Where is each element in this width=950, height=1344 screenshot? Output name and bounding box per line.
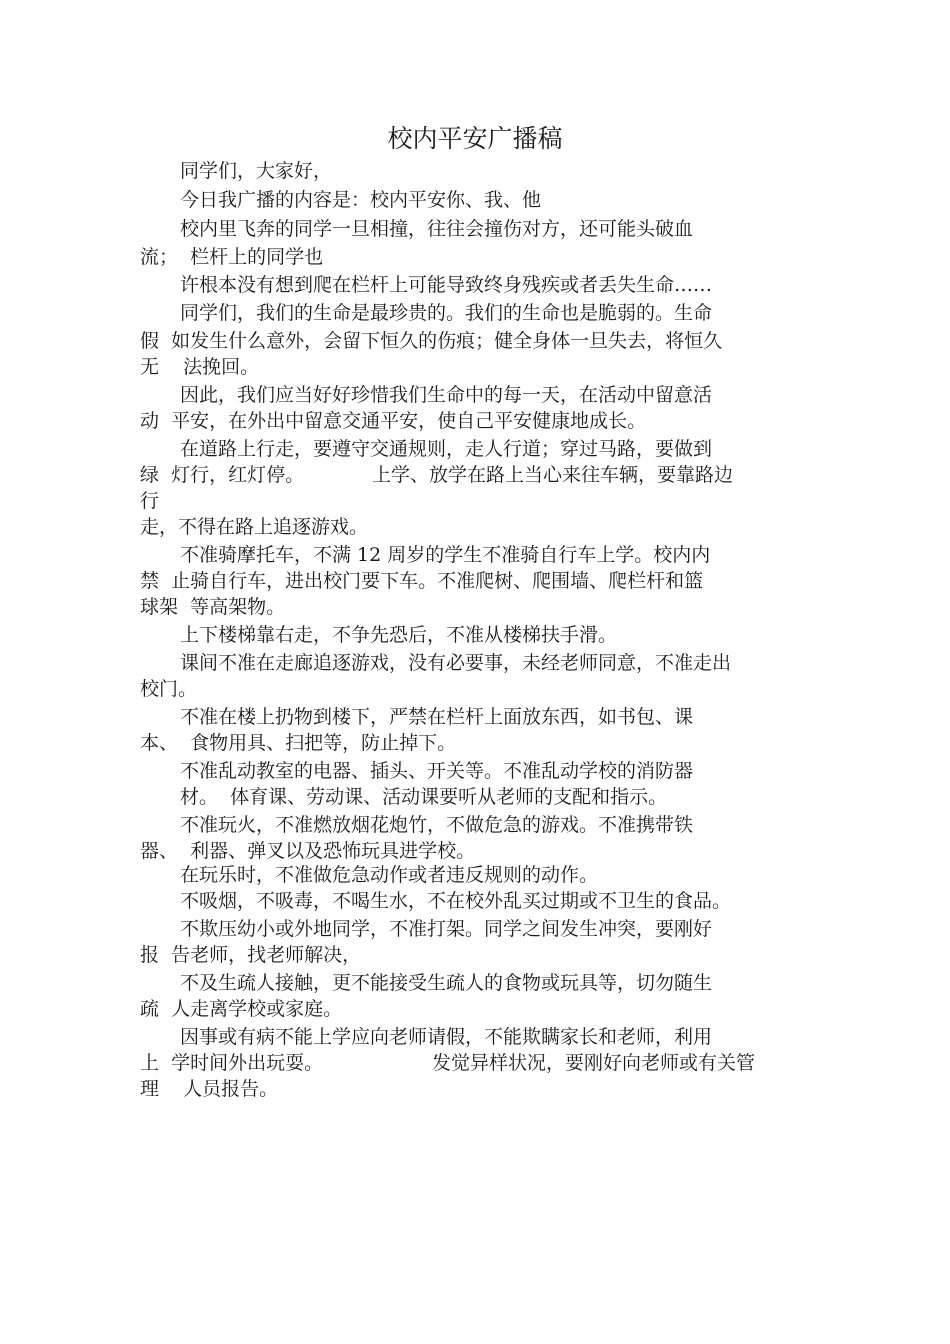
body-line: 在道路上行走，要遵守交通规则，走人行道；穿过马路，要做到 — [180, 438, 713, 460]
body-line: 禁 止骑自行车，进出校门要下车。不准爬树、爬围墙、爬栏杆和篮 — [140, 570, 704, 592]
body-line: 流； 栏杆上的同学也 — [140, 246, 324, 268]
body-line: 在玩乐时，不准做危急动作或者违反规则的动作。 — [180, 864, 599, 886]
body-line: 报 告老师，找老师解决， — [140, 944, 362, 966]
body-line: 不准乱动教室的电器、插头、开关等。不准乱动学校的消防器 — [180, 760, 694, 782]
body-line: 走，不得在路上追逐游戏。 — [140, 516, 369, 538]
body-line: 动 平安，在外出中留意交通平安，使自己平安健康地成长。 — [140, 410, 647, 432]
document-title: 校内平安广播稿 — [387, 124, 563, 153]
body-line: 本、 食物用具、扫把等，防止掉下。 — [140, 732, 457, 754]
body-line: 绿 灯行，红灯停。 — [140, 464, 305, 486]
body-line: 校门。 — [140, 678, 198, 700]
body-line: 不吸烟，不吸毒，不喝生水，不在校外乱买过期或不卫生的食品。 — [180, 890, 732, 912]
body-line: 疏 人走离学校或家庭。 — [140, 998, 343, 1020]
body-line: 行 — [140, 490, 160, 512]
body-line: 因事或有病不能上学应向老师请假，不能欺瞒家长和老师，利用 — [180, 1026, 713, 1048]
body-line: 上学、放学在路上当心来往车辆，要靠路边 — [372, 464, 734, 486]
body-line: 许根本没有想到爬在栏杆上可能导致终身残疾或者丢失生命…… — [180, 274, 713, 296]
body-line: 不准玩火，不准燃放烟花炮竹，不做危急的游戏。不准携带铁 — [180, 814, 694, 836]
body-line: 同学们，我们的生命是最珍贵的。我们的生命也是脆弱的。生命 — [180, 302, 713, 324]
body-line: 发觉异样状况，要刚好向老师或有关管 — [432, 1052, 756, 1074]
body-line: 同学们，大家好， — [180, 160, 333, 182]
body-line: 课间不准在走廊追逐游戏，没有必要事，未经老师同意，不准走出 — [180, 652, 732, 674]
body-line: 不准骑摩托车，不满 12 周岁的学生不准骑自行车上学。校内内 — [180, 544, 711, 566]
body-line: 理 人员报告。 — [140, 1078, 279, 1100]
body-line: 因此，我们应当好好珍惜我们生命中的每一天，在活动中留意活 — [180, 384, 713, 406]
body-line: 不欺压幼小或外地同学，不准打架。同学之间发生冲突，要刚好 — [180, 918, 713, 940]
body-line: 不及生疏人接触，更不能接受生疏人的食物或玩具等，切勿随生 — [180, 972, 713, 994]
body-line: 上下楼梯靠右走，不争先恐后，不准从楼梯扶手滑。 — [180, 624, 618, 646]
body-line: 校内里飞奔的同学一旦相撞，往往会撞伤对方，还可能头破血 — [180, 218, 694, 240]
body-line: 不准在楼上扔物到楼下，严禁在栏杆上面放东西，如书包、课 — [180, 706, 694, 728]
body-line: 器、 利器、弹叉以及恐怖玩具进学校。 — [140, 840, 476, 862]
body-line: 材。 体育课、劳动课、活动课要听从老师的支配和指示。 — [180, 786, 668, 808]
body-line: 球架 等高架物。 — [140, 596, 286, 618]
body-line: 上 学时间外出玩耍。 — [140, 1052, 324, 1074]
body-line: 无 法挽回。 — [140, 356, 260, 378]
body-line: 假 如发生什么意外，会留下恒久的伤痕；健全身体一旦失去，将恒久 — [140, 330, 723, 352]
body-line: 今日我广播的内容是：校内平安你、我、他 — [180, 189, 542, 211]
